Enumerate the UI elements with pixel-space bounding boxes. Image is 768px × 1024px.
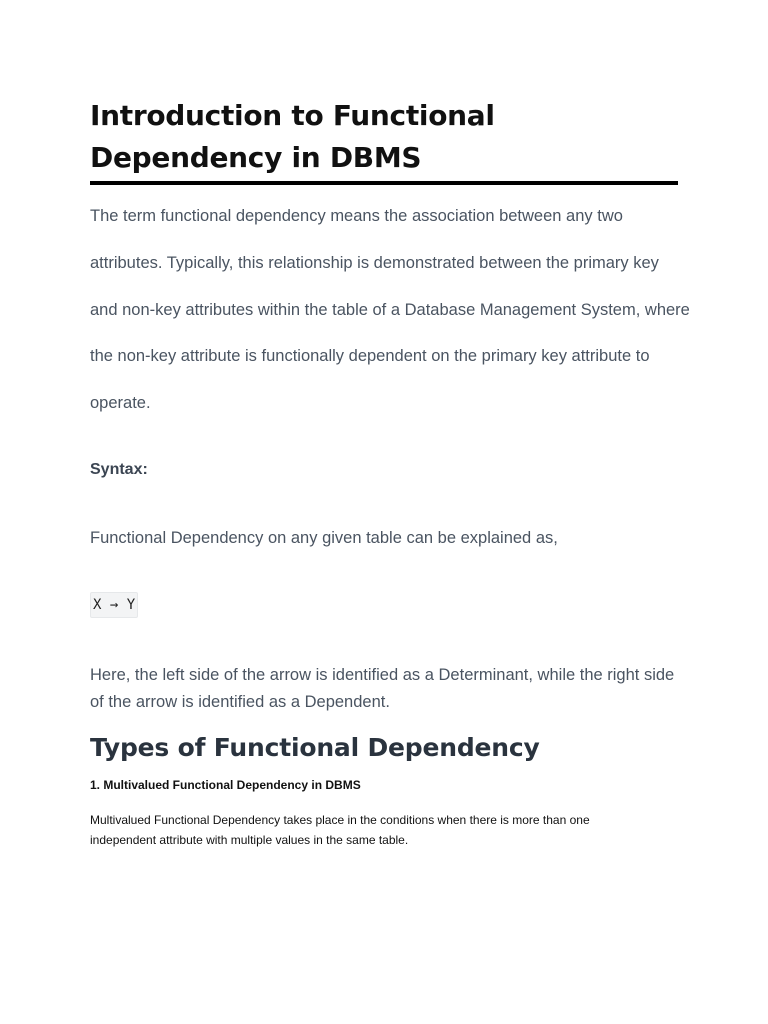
intro-paragraph: The term functional dependency means the association between any two attributes. Typically, this relationship is demonstrated between the primary key and non-key attributes within the table of a Database Management System, where the non-key attribute is functionally dependent on the primary key attribute to operate.: [90, 207, 690, 413]
section-heading-types: Types of Functional Dependency: [90, 733, 540, 762]
subsection-heading-multivalued: 1. Multivalued Functional Dependency in DBMS: [90, 778, 361, 792]
syntax-intro-text: Functional Dependency on any given table can be explained as,: [90, 529, 558, 547]
title-divider: [90, 181, 678, 185]
page-title: Introduction to Functional Dependency in DBMS: [90, 99, 495, 174]
syntax-explanation: Here, the left side of the arrow is identified as a Determinant, while the right side of the arrow is identified as a Dependent.: [90, 666, 675, 711]
multivalued-description: Multivalued Functional Dependency takes place in the conditions when there is more than one independent attribute with multiple values in the same table.: [90, 813, 590, 847]
syntax-code-block: X → Y: [90, 592, 138, 618]
syntax-label: Syntax:: [90, 461, 148, 478]
